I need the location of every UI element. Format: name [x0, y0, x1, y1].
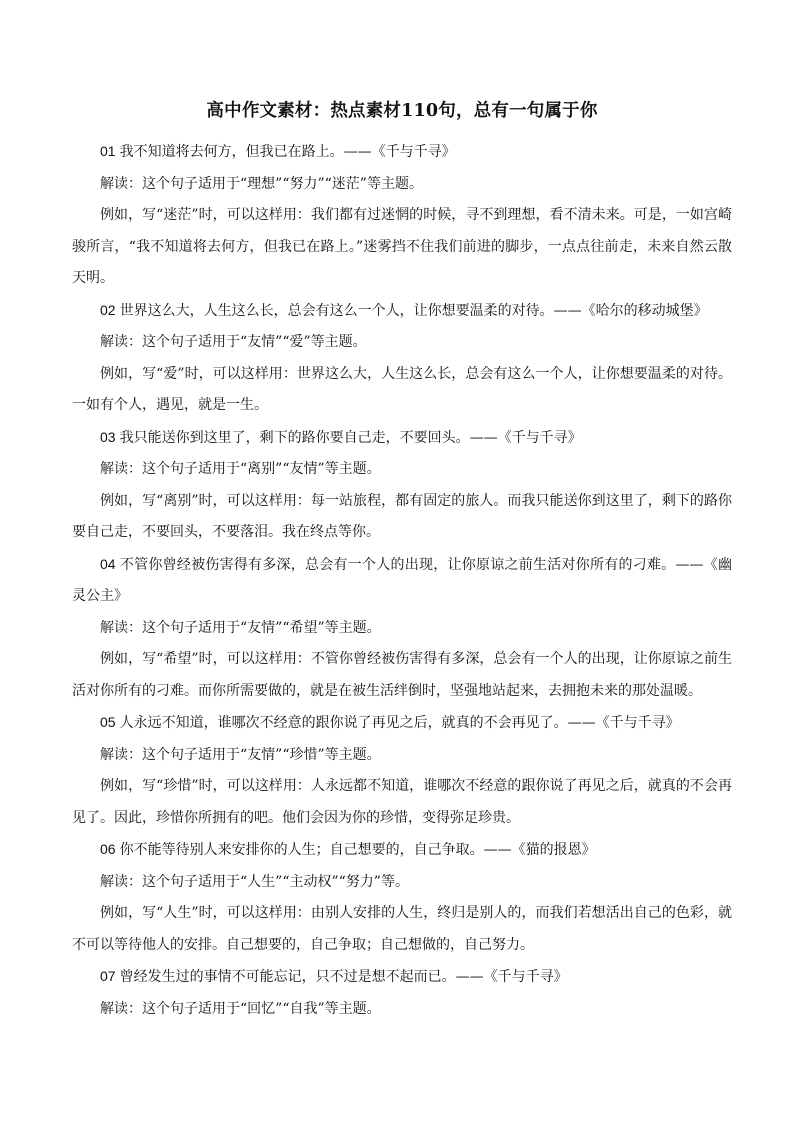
example-paragraph: 例如，写“珍惜”时，可以这样用：人永远都不知道，谁哪次不经意的跟你说了再见之后，就真的不会再见了。因此，珍惜你所拥有的吧。他们会因为你的珍惜，变得弥足珍贵。: [72, 778, 732, 826]
entry-number: 03: [100, 428, 116, 445]
interpretation-paragraph: 解读：这个句子适用于“理想”“努力”“迷茫”等主题。: [100, 175, 423, 192]
quote-paragraph: [72, 136, 732, 169]
entry-01: [72, 136, 732, 295]
quote-text: 我只能送你到这里了，剩下的路你要自己走，不要回头。——《千与千寻》: [119, 429, 582, 446]
example-paragraph: 例如，写“希望”时，可以这样用：不管你曾经被伤害得有多深，总会有一个人的出现，让你原谅之前生活对你所有的刁难。而你所需要做的，就是在被生活绊倒时，坚强地站起来，去拥抱未来的那处温暖。: [72, 651, 732, 699]
entry-number: 01: [100, 143, 116, 159]
entry-02: [72, 295, 732, 422]
entry-number: 02: [100, 301, 116, 318]
document-title: 高中作文素材：热点素材110句，总有一句属于你: [206, 101, 598, 121]
quote-paragraph: [72, 422, 732, 455]
entry-number: 06: [100, 841, 116, 857]
quote-paragraph: [72, 295, 732, 328]
example-paragraph: 例如，写“爱”时，可以这样用：世界这么大，人生这么长，总会有这么一个人，让你想要温柔的对待。一如有个人，遇见，就是一生。: [72, 365, 732, 413]
example-paragraph: 例如，写“离别”时，可以这样用：每一站旅程，都有固定的旅人。而我只能送你到这里了，剩下的路你要自己走，不要回头，不要落泪。我在终点等你。: [72, 492, 732, 540]
entry-07: [72, 961, 732, 1025]
entry-06: [72, 834, 732, 961]
quote-text: 我不知道将去何方，但我已在路上。——《千与千寻》: [119, 144, 456, 160]
quote-paragraph: [72, 707, 732, 740]
example-paragraph: 例如，写“人生”时，可以这样用：由别人安排的人生，终归是别人的，而我们若想活出自己的色彩，就不可以等待他人的安排。自己想要的，自己争取；自己想做的，自己努力。: [72, 905, 732, 953]
quote-text: 不管你曾经被伤害得有多深，总会有一个人的出现，让你原谅之前生活对你所有的刁难。——《幽灵公主》: [72, 556, 732, 604]
quote-text: 你不能等待别人来安排你的人生；自己想要的，自己争取。——《猫的报恩》: [119, 842, 596, 858]
entry-03: [72, 422, 732, 549]
interpretation-paragraph: 解读：这个句子适用于“友情”“爱”等主题。: [100, 334, 367, 350]
entry-05: [72, 707, 732, 834]
quote-paragraph: [72, 549, 732, 613]
interpretation-paragraph: 解读：这个句子适用于“人生”“主动权”“努力”等。: [100, 873, 409, 890]
interpretation-paragraph: 解读：这个句子适用于“友情”“希望”等主题。: [100, 619, 381, 636]
interpretation-paragraph: 解读：这个句子适用于“离别”“友情”等主题。: [100, 461, 381, 477]
entry-number: 04: [100, 555, 116, 572]
entry-04: [72, 549, 732, 708]
document-page: [72, 96, 732, 1025]
entry-number: 07: [100, 968, 116, 984]
entry-number: 05: [100, 714, 116, 730]
quote-paragraph: [72, 834, 732, 867]
example-paragraph: 例如，写“迷茫”时，可以这样用：我们都有过迷惘的时候，寻不到理想，看不清未来。可是，一如宫崎骏所言，“我不知道将去何方，但我已在路上。”迷雾挡不住我们前进的脚步，一点点往前走，未来自然云散天明。: [72, 207, 732, 286]
interpretation-paragraph: 解读：这个句子适用于“回忆”“自我”等主题。: [100, 1000, 381, 1017]
quote-text: 曾经发生过的事情不可能忘记，只不过是想不起而已。——《千与千寻》: [119, 969, 568, 985]
quote-text: 人永远不知道，谁哪次不经意的跟你说了再见之后，就真的不会再见了。——《千与千寻》: [119, 715, 680, 731]
quote-paragraph: [72, 961, 732, 994]
interpretation-paragraph: 解读：这个句子适用于“友情”“珍惜”等主题。: [100, 746, 381, 763]
quote-text: 世界这么大，人生这么长，总会有这么一个人，让你想要温柔的对待。——《哈尔的移动城堡》: [119, 302, 708, 319]
